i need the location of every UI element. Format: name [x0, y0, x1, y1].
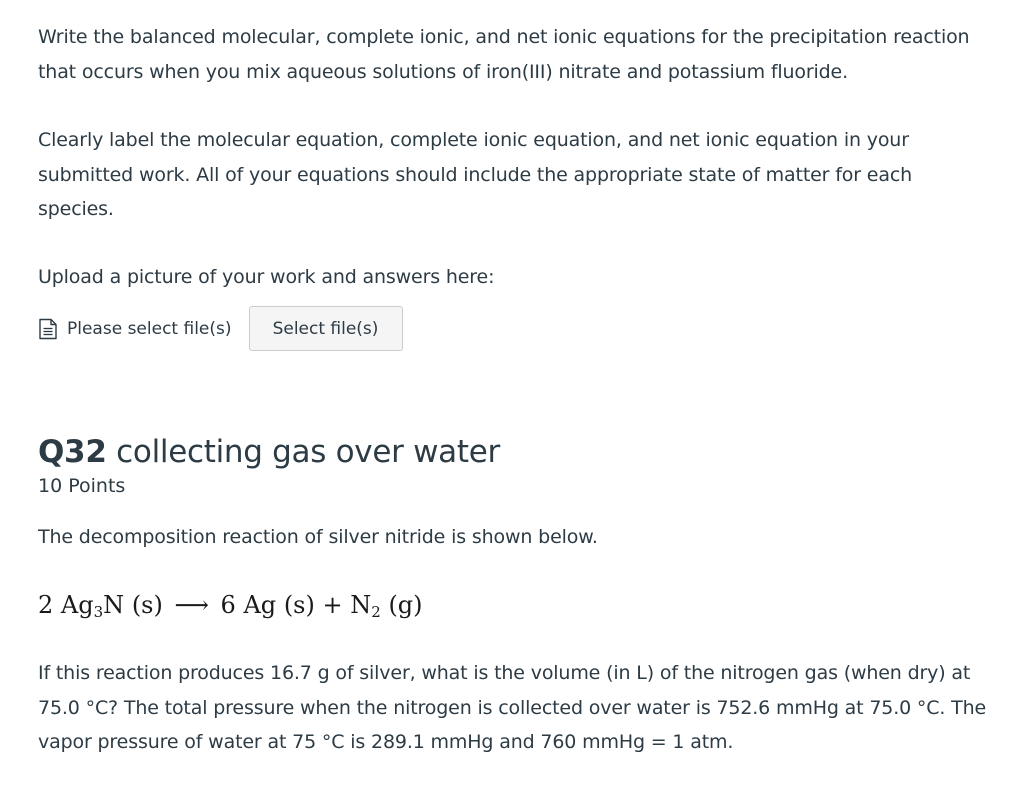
eq-reactant: $Ag_3N$: [60, 591, 125, 621]
file-status-label: Please select file(s): [67, 318, 232, 339]
question-prev-paragraph-1: Write the balanced molecular, complete ionic, and net ionic equations for the precipitation reaction that occurs when you mix aqueous solutions of iron(III) nitrate and potassium fluoride.: [38, 26, 970, 83]
question-prev-paragraph-2: Clearly label the molecular equation, complete ionic equation, and net ionic equation in your submitted work. All of your equations should include the appropriate state of matter for each species.: [38, 129, 913, 220]
eq-state-3: (g): [388, 591, 423, 619]
file-upload-row: [38, 306, 403, 351]
document-icon: [38, 318, 58, 340]
eq-coefficient-2: 6: [220, 591, 236, 619]
question-title-text: collecting gas over water: [116, 434, 500, 470]
eq-state-1: (s): [131, 591, 163, 619]
eq-plus: +: [322, 591, 343, 619]
reaction-equation: [38, 585, 423, 625]
question-points: 10 Points: [38, 475, 126, 497]
question-body: If this reaction produces 16.7 g of silver, what is the volume (in L) of the nitrogen gas (when dry) at 75.0 °C? The total pressure when the nitrogen is collected over water is 752.6 mmHg at 75.0 °C. The vapor pressure of water at 75 °C is 289.1 mmHg and 760 mmHg = 1 atm.: [38, 662, 987, 753]
question-number: Q32: [38, 434, 107, 470]
question-intro: The decomposition reaction of silver nitride is shown below.: [38, 526, 598, 548]
eq-product-2: $N_2$: [350, 591, 381, 621]
eq-state-2: (s): [283, 591, 315, 619]
eq-arrow: ⟶: [174, 591, 209, 619]
eq-product-1: Ag: [243, 591, 277, 619]
question-title: [38, 432, 500, 472]
upload-prompt: Upload a picture of your work and answers here:: [38, 266, 495, 288]
eq-coefficient-1: 2: [38, 591, 54, 619]
select-files-button[interactable]: Select file(s): [249, 306, 403, 351]
